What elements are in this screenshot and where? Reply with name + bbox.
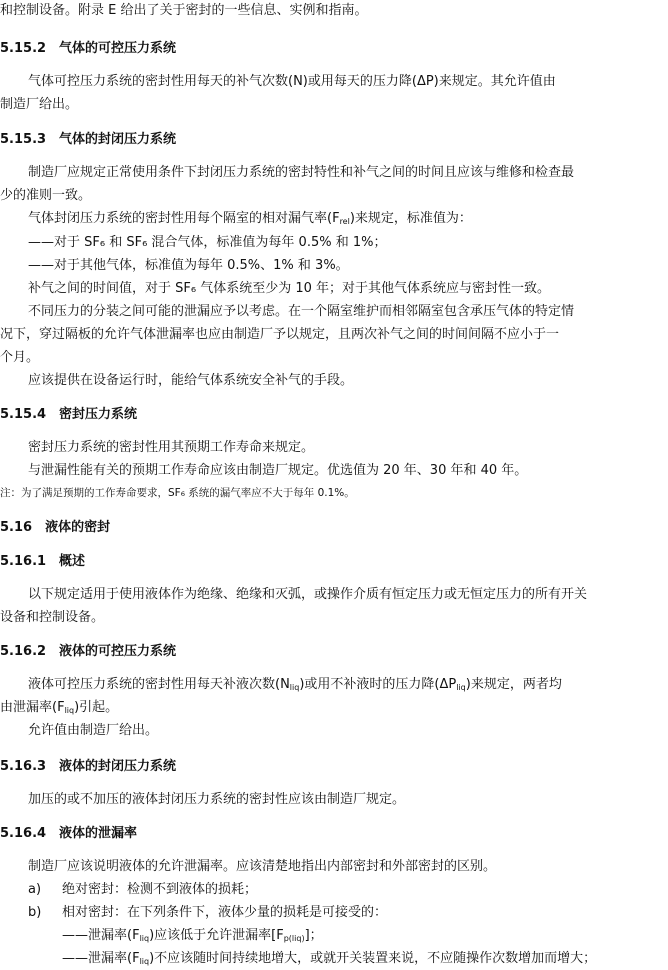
list-item xyxy=(62,927,323,947)
text-run: )不应该随时间持续地增大，或就开关装置来说，不应随操作次数增加而增大； xyxy=(149,951,597,966)
text-run: 绝对密封：检测不到液体的损耗； xyxy=(62,882,258,897)
section-heading-5-16-2: 5.16.2 液体的可控压力系统 xyxy=(0,644,177,659)
paragraph-line xyxy=(28,676,562,696)
text-run: )或用不补液时的压力降(ΔP xyxy=(299,677,457,692)
section-heading-5-15-3: 5.15.3 气体的封闭压力系统 xyxy=(0,132,177,147)
text-run: 由泄漏率(F xyxy=(0,700,65,715)
paragraph-line: 以下规定适用于使用液体作为绝缘、绝缘和灭弧，或操作介质有恒定压力或无恒定压力的所有开关 xyxy=(28,587,588,602)
paragraph-line xyxy=(28,210,472,230)
paragraph-line: 和控制设备。附录 E 给出了关于密封的一些信息、实例和指南。 xyxy=(0,3,368,18)
section-heading-5-15-4: 5.15.4 密封压力系统 xyxy=(0,407,138,422)
paragraph-line: 与泄漏性能有关的预期工作寿命应该由制造厂规定。优选值为 20 年、30 年和 40 年。 xyxy=(28,463,528,478)
paragraph-line xyxy=(0,699,118,719)
paragraph-line: 气体可控压力系统的密封性用每天的补气次数(N)或用每天的压力降(ΔP)来规定。其允许值由 xyxy=(28,74,556,89)
list-marker: a) xyxy=(28,882,42,897)
text-run: )应该低于允许泄漏率[F xyxy=(149,928,284,943)
text-run: )引起。 xyxy=(74,700,119,715)
paragraph-line: 补气之间的时间值，对于 SF₆ 气体系统至少为 10 年；对于其他气体系统应与密封性一致。 xyxy=(28,281,551,296)
paragraph-line: 制造厂应该说明液体的允许泄漏率。应该清楚地指出内部密封和外部密封的区别。 xyxy=(28,859,497,874)
paragraph-line: 况下，穿过隔板的允许气体泄漏率也应由制造厂予以规定，且两次补气之间的时间间隔不应小于一 xyxy=(0,327,560,342)
section-heading-5-16: 5.16 液体的密封 xyxy=(0,520,111,535)
text-run: ——泄漏率(F xyxy=(62,928,140,943)
text-run: 相对密封：在下列条件下，液体少量的损耗是可接受的： xyxy=(62,905,388,920)
text-run: ]； xyxy=(304,928,323,943)
list-item xyxy=(28,904,387,921)
paragraph-line: 制造厂应规定正常使用条件下封闭压力系统的密封特性和补气之间的时间且应该与维修和检查最 xyxy=(28,165,575,180)
subscript: liq xyxy=(64,706,75,715)
paragraph-line: 应该提供在设备运行时，能给气体系统安全补气的手段。 xyxy=(28,373,354,388)
text-run: ——泄漏率(F xyxy=(62,951,140,966)
paragraph-line: 密封压力系统的密封性用其预期工作寿命来规定。 xyxy=(28,440,315,455)
text-run: 液体可控压力系统的密封性用每天补液次数(N xyxy=(28,677,290,692)
section-heading-5-16-4: 5.16.4 液体的泄漏率 xyxy=(0,826,138,841)
section-heading-5-16-1: 5.16.1 概述 xyxy=(0,554,86,569)
subscript: rel xyxy=(339,217,350,226)
subscript: liq xyxy=(139,957,150,966)
text-run: )来规定，标准值为： xyxy=(349,211,472,226)
paragraph-line: 制造厂给出。 xyxy=(0,97,79,112)
list-marker: b) xyxy=(28,905,42,920)
text-run: 气体封闭压力系统的密封性用每个隔室的相对漏气率(F xyxy=(28,211,340,226)
subscript: liq xyxy=(289,683,300,692)
paragraph-line: 允许值由制造厂给出。 xyxy=(28,723,159,738)
subscript: p(liq) xyxy=(283,934,305,943)
paragraph-line: 加压的或不加压的液体封闭压力系统的密封性应该由制造厂规定。 xyxy=(28,792,406,807)
list-item: ——对于 SF₆ 和 SF₆ 混合气体，标准值为每年 0.5% 和 1%； xyxy=(28,235,387,250)
list-item: ——对于其他气体，标准值为每年 0.5%、1% 和 3%。 xyxy=(28,258,349,273)
paragraph-line: 少的准则一致。 xyxy=(0,188,92,203)
section-heading-5-16-3: 5.16.3 液体的封闭压力系统 xyxy=(0,759,177,774)
text-run: )来规定，两者均 xyxy=(465,677,562,692)
paragraph-line: 设备和控制设备。 xyxy=(0,610,105,625)
list-item xyxy=(28,881,257,898)
list-item xyxy=(62,950,596,970)
note-line: 注：为了满足预期的工作寿命要求，SF₆ 系统的漏气率应不大于每年 0.1%。 xyxy=(0,487,355,499)
subscript: liq xyxy=(139,934,150,943)
subscript: liq xyxy=(456,683,466,692)
paragraph-line: 不同压力的分装之间可能的泄漏应予以考虑。在一个隔室维护而相邻隔室包含承压气体的特定情 xyxy=(28,304,575,319)
paragraph-line: 个月。 xyxy=(0,350,40,365)
section-heading-5-15-2: 5.15.2 气体的可控压力系统 xyxy=(0,41,177,56)
